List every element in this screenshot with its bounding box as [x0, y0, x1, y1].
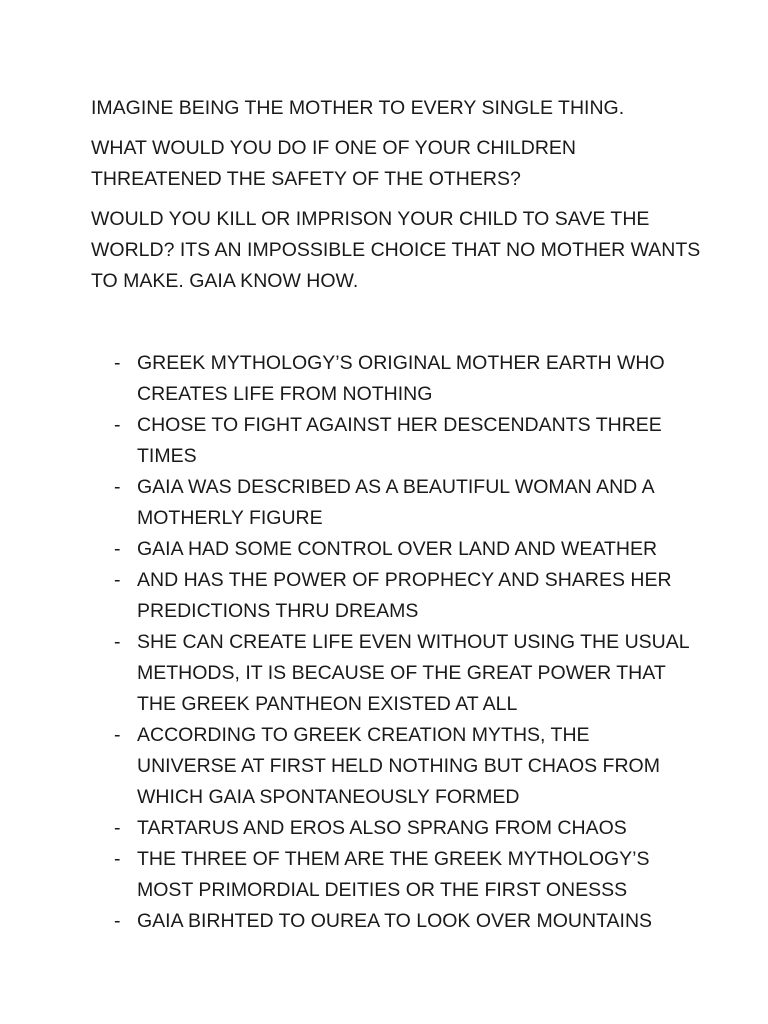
- bullet-dash: -: [114, 352, 121, 374]
- intro-section: [91, 93, 701, 306]
- bullet-dash: -: [114, 538, 121, 560]
- bullet-dash: -: [114, 848, 121, 870]
- intro-paragraph-1: IMAGINE BEING THE MOTHER TO EVERY SINGLE THING.: [91, 97, 625, 119]
- list-item: [114, 813, 694, 844]
- list-item-text: GREEK MYTHOLOGY’S ORIGINAL MOTHER EARTH WHO CREATES LIFE FROM NOTHING: [137, 352, 665, 405]
- bullet-dash: -: [114, 631, 121, 653]
- bullet-dash: -: [114, 724, 121, 746]
- list-item: [114, 627, 694, 720]
- list-item-text: CHOSE TO FIGHT AGAINST HER DESCENDANTS THREE TIMES: [137, 414, 662, 467]
- intro-paragraph-2: WHAT WOULD YOU DO IF ONE OF YOUR CHILDREN THREATENED THE SAFETY OF THE OTHERS?: [91, 137, 577, 190]
- list-item: [114, 472, 694, 534]
- list-item: [114, 348, 694, 410]
- list-item: [114, 534, 694, 565]
- bullet-dash: -: [114, 414, 121, 436]
- list-item-text: SHE CAN CREATE LIFE EVEN WITHOUT USING THE USUAL METHODS, IT IS BECAUSE OF THE GREAT POWER THAT THE GREEK PANTHEON EXISTED AT ALL: [137, 631, 689, 715]
- list-item: [114, 565, 694, 627]
- list-item: [114, 720, 694, 813]
- list-item-text: GAIA HAD SOME CONTROL OVER LAND AND WEATHER: [137, 538, 658, 560]
- bullet-list: [114, 348, 694, 937]
- intro-paragraph-3: WOULD YOU KILL OR IMPRISON YOUR CHILD TO SAVE THE WORLD? ITS AN IMPOSSIBLE CHOICE THAT NO MOTHER WANTS TO MAKE. GAIA KNOW HOW.: [91, 208, 701, 292]
- list-item: [114, 410, 694, 472]
- bullet-dash: -: [114, 569, 121, 591]
- list-item-text: TARTARUS AND EROS ALSO SPRANG FROM CHAOS: [137, 817, 627, 839]
- list-item-text: AND HAS THE POWER OF PROPHECY AND SHARES HER PREDICTIONS THRU DREAMS: [137, 569, 672, 622]
- list-item-text: GAIA BIRHTED TO OUREA TO LOOK OVER MOUNTAINS: [137, 910, 653, 932]
- bullet-dash: -: [114, 910, 121, 932]
- bullet-dash: -: [114, 476, 121, 498]
- list-item: [114, 844, 694, 906]
- list-item: [114, 906, 694, 937]
- list-item-text: ACCORDING TO GREEK CREATION MYTHS, THE UNIVERSE AT FIRST HELD NOTHING BUT CHAOS FROM WHICH GAIA SPONTANEOUSLY FORMED: [137, 724, 660, 808]
- list-item-text: THE THREE OF THEM ARE THE GREEK MYTHOLOGY’S MOST PRIMORDIAL DEITIES OR THE FIRST ONESSS: [137, 848, 650, 901]
- bullet-dash: -: [114, 817, 121, 839]
- list-item-text: GAIA WAS DESCRIBED AS A BEAUTIFUL WOMAN AND A MOTHERLY FIGURE: [137, 476, 654, 529]
